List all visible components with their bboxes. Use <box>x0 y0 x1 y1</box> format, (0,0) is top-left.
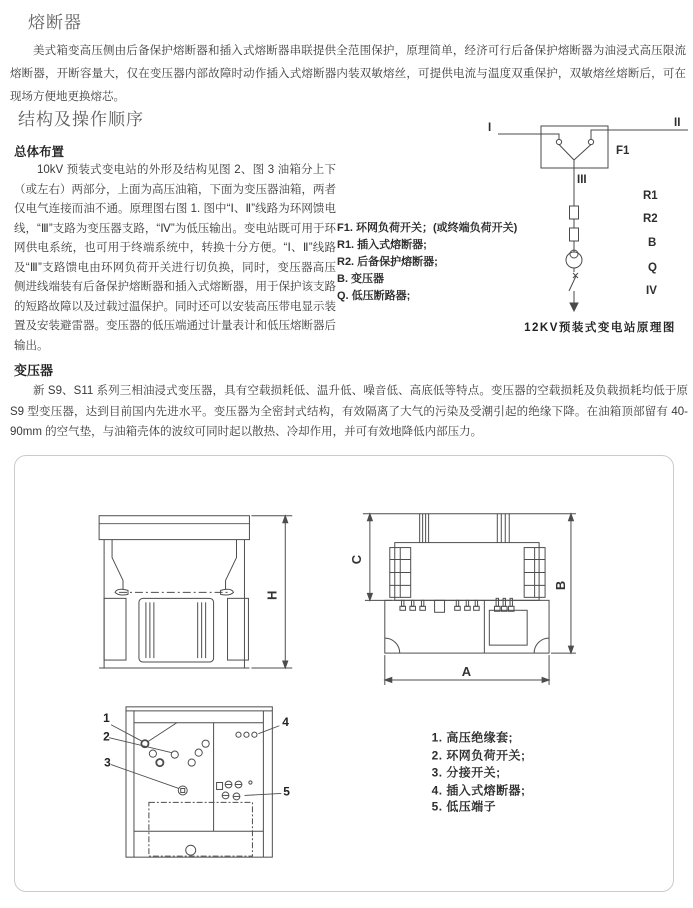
callout-3: 3 <box>104 755 111 770</box>
schematic-caption: 12KV预装式变电站原理图 <box>524 322 676 334</box>
front-view-drawing <box>99 516 292 668</box>
corner-arc-left <box>385 638 400 653</box>
parts-list-item-5: 5. 低压端子 <box>431 799 497 814</box>
tap-changer <box>178 786 187 795</box>
line-i-wire <box>498 134 559 140</box>
label-r2: R2 <box>643 213 658 225</box>
lv-terminals <box>217 781 252 800</box>
label-line-i: I <box>488 122 492 134</box>
transformer-drawings <box>15 456 673 891</box>
fuse-section-body: 美式箱变高压侧由后备保护熔断器和插入式熔断器串联提供全范围保护，原理简单，经济可行后备保护熔断器为油浸式高压限流熔断器，开断容量大，仅在变压器内部故障时动作插入式熔断器内装双敏熔丝，可提供电流与温度双重保护，双敏熔丝熔断后，可在现场方便地更换熔芯。 <box>10 45 686 103</box>
legend-f1: F1. 环网负荷开关；(或终端负荷开关) <box>337 222 518 234</box>
parts-list-item-2: 2. 环网负荷开关; <box>431 748 526 763</box>
legend-q: Q. 低压断路器; <box>337 290 411 302</box>
top-view-drawing <box>109 707 281 857</box>
legend-r1: R1. 插入式熔断器; <box>337 239 427 251</box>
side-view-drawing <box>363 514 576 685</box>
label-f1: F1 <box>616 145 630 157</box>
label-r1: R1 <box>643 190 658 202</box>
structure-section-title: 结构及操作顺序 <box>18 110 144 129</box>
switch-contact-right <box>588 139 593 144</box>
dim-label-h: H <box>264 590 280 601</box>
breaker-blade <box>569 276 576 291</box>
dim-label-b: B <box>552 580 568 591</box>
dashed-compartment <box>149 802 253 856</box>
line-ii-wire <box>591 130 688 140</box>
label-line-ii: II <box>674 117 681 129</box>
legend-b: B. 变压器 <box>337 273 385 285</box>
label-line-iii: III <box>577 174 587 186</box>
callout-4: 4 <box>282 714 289 729</box>
lv-box <box>489 610 527 645</box>
figure-panel <box>14 455 674 892</box>
callout-5: 5 <box>283 784 290 799</box>
dim-label-c: C <box>348 554 364 565</box>
callout-leaders <box>109 723 281 796</box>
transformer-section-body: 新 S9、S11 系列三相油浸式变压器，具有空载损耗低、温升低、噪音低、高底低等特点。变压器的空载损耗及负载损耗均低于原 S9 型变压器，达到目前国内先进水平。变压器为全密封式结构，有效隔离了大气的污染及受潮引起的绝缘下降。在油箱顶部留有 40-90mm 的空气垫，与油箱壳体的波纹可同时起以散热、冷却作用，并可有效地降低内部压力。 <box>10 385 688 438</box>
plug-in-fuse-ports <box>236 732 257 737</box>
label-iv: IV <box>646 285 657 297</box>
label-b: B <box>648 237 657 249</box>
transformer-section-title: 变压器 <box>14 363 54 378</box>
parts-list-item-4: 4. 插入式熔断器; <box>431 783 526 798</box>
fuse-r2-symbol <box>570 228 579 241</box>
overall-layout-body: 10kV 预装式变电站的外形及结构见图 2、图 3 油箱分上下（或左右）两部分，上面为高压油箱，下面为变压器油箱，两者仅电气连接而油不通。原理图右图 1. 图中“Ⅰ、Ⅱ”线路为环网馈电线，“Ⅲ”支路为变压器支路，“Ⅳ”为低压输出。变电站既可用于环网供电系统，也可用于终端系统中，转换十分方便。“Ⅰ、Ⅱ”线路及“Ⅲ”支路馈电由环网负荷开关进行切负换，同时，变压器高压侧进线端装有后备保护熔断器和插入式熔断器，用于保护该支路的短路故障以及过载过温保护。同时还可以安装高压带电显示装置及安装避雷器。变压器的低压端通过计量表计和低压熔断器后输出。 <box>14 164 336 352</box>
fuse-section-title: 熔断器 <box>28 13 82 32</box>
legend-r2: R2. 后备保护熔断器; <box>337 256 438 268</box>
output-arrow <box>570 303 578 311</box>
parts-list-item-1: 1. 高压绝缘套; <box>431 730 514 745</box>
switch-contact-left <box>556 139 561 144</box>
transformer-symbol-outer <box>566 252 582 268</box>
switch-blade-right <box>574 145 591 161</box>
corner-arc-right <box>534 638 549 653</box>
overall-layout-title: 总体布置 <box>14 145 65 159</box>
hv-bushings <box>141 740 209 766</box>
parts-list-item-3: 3. 分接开关; <box>431 765 501 780</box>
fuse-r1-symbol <box>570 206 579 219</box>
callout-1: 1 <box>103 710 110 725</box>
substation-schematic-diagram <box>335 108 693 344</box>
dim-label-a: A <box>461 663 472 679</box>
callout-2: 2 <box>103 729 110 744</box>
label-q: Q <box>648 262 657 274</box>
switch-blade-left <box>559 145 574 161</box>
